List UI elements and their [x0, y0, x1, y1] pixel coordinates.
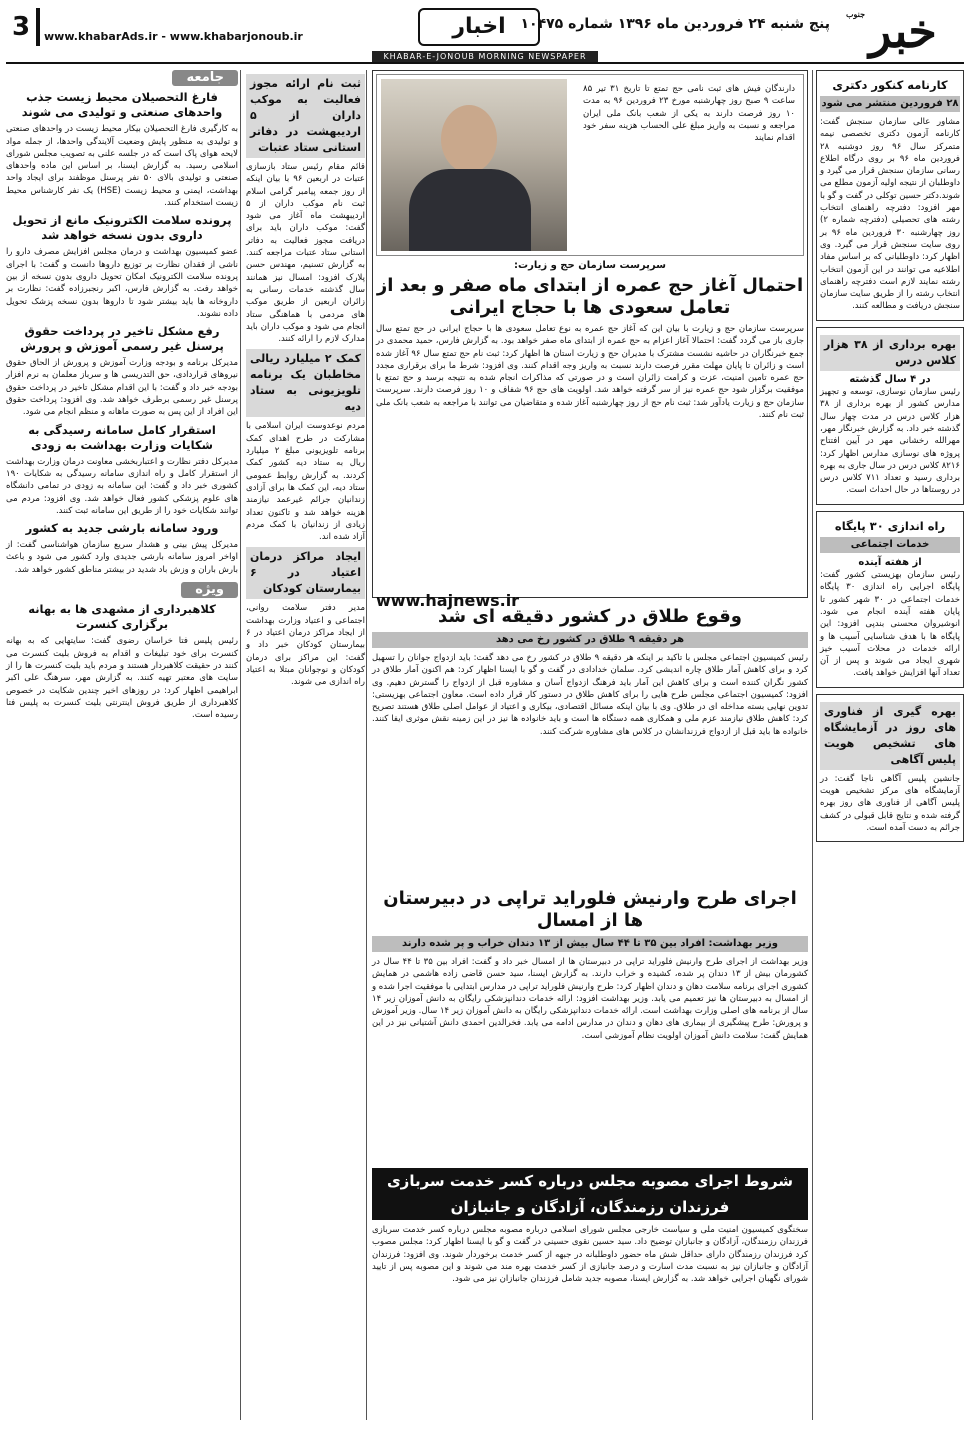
section-title: اخبار	[418, 8, 540, 46]
article-headline: بهره گیری از فناوری های روز در آزمایشگاه های تشخیص هویت پلیس آگاهی	[820, 702, 960, 770]
column-divider	[812, 70, 813, 1420]
article-body: رئیس سازمان نوسازی، توسعه و تجهیز مدارس کشور از بهره برداری از ۳۸ هزار کلاس درس در مدت چهار سال گذشته خبر داد. به گزارش خبرنگار مهر، مهرالله رخشانی مهر در آیین افتتاح پروژه های نوسازی مدارس اظهار کرد: ۸۲۱۶ کلاس درس در سال جاری به بهره برداری رسید و تعداد ۷۱۱ کلاس درس در روستاها در حال احداث است.	[820, 387, 960, 496]
article-text	[372, 956, 808, 1162]
article-headline: کلاهبرداری از مشهدی ها به بهانه برگزاری کنسرت	[28, 602, 216, 632]
article-box	[816, 694, 964, 842]
article-headline: رفع مشکل تاخیر در پرداخت حقوق پرسنل غیر رسمی آموزش و پرورش	[20, 324, 224, 354]
article-headline: وقوع طلاق در کشور دقیقه ای شد	[438, 606, 742, 627]
article-box	[816, 511, 964, 688]
article-headline: کمک ۲ میلیارد ریالی مخاطبان یک برنامه تلویزیونی به ستاد دیه	[246, 349, 365, 417]
article-headline: ورود سامانه بارشی جدید به کشور	[25, 521, 219, 536]
article-body: به کارگیری فارغ التحصیلان بیکار محیط زیست در واحدهای صنعتی و تولیدی به منظور پایش وضعیت آلایندگی واحدها، از جمله مواد لایحه هوای پاک است که در جلسه علنی به تصویب مجلس شورای اسلامی رسید. به گزارش ایسنا، بر اساس این ماده واحدهای صنعتی و تولیدی بالای ۵۰ نفر پرسنل موظفند برای ایجاد واحد بهداشت، ایمنی و محیط زیست (HSE) یک نفر کارشناس محیط زیست استخدام کنند.	[6, 124, 238, 209]
article-headline: احتمال آغاز حج عمره از ابتدای ماه صفر و بعد از تعامل سعودی ها با حجاج ایرانی	[376, 275, 804, 318]
article-body: سخنگوی کمیسیون امنیت ملی و سیاست خارجی مجلس شورای اسلامی درباره مصوبه مجلس درباره کسر خدمت سربازی فرزندان رزمندگان، آزادگان و جانبازان توضیح داد. سید حسین نقوی حسینی در گفت و گو با ایسنا اظهار کرد: مجلس مصوب کرد فرزندان رزمندگان دارای حداقل شش ماه حضور داوطلبانه در جبهه از کسر خدمت برخوردار شوند. وی افزود: فرزندان آزادگان و جانبازان نیز به نسبت مدت اسارت و درصد جانبازی از کسر خدمت بهره مند می شوند و این مصوبه پس از تایید شورای نگهبان اجرایی خواهد شد. به گزارش ایسنا، مصوبه جدید شامل فرزندان جانبازان نیز می شود.	[372, 1225, 808, 1285]
article-subheadline: در ۴ سال گذشته	[849, 373, 931, 385]
column-divider	[240, 70, 241, 1420]
article-headline: بهره برداری از ۳۸ هزار کلاس درس	[820, 335, 960, 371]
article-headline: راه اندازی ۳۰ پایگاه	[834, 518, 946, 533]
article-headline: فارغ التحصیلان محیط زیست جذب واحدهای صنعتی و تولیدی می شوند	[21, 90, 223, 120]
article-body: مدیر دفتر سلامت روانی، اجتماعی و اعتیاد وزارت بهداشت از ایجاد مراکز درمان اعتیاد در ۶ بیمارستان کودکان خبر داد و گفت: این مراکز برای درمان کودکان و نوجوانان مبتلا به اعتیاد راه اندازی می شوند.	[246, 603, 365, 688]
article-body: عضو کمیسیون بهداشت و درمان مجلس افزایش مصرف دارو را ناشی از فقدان نظارت بر توزیع داروها دانست و گفت: با اجرای پرونده سلامت الکترونیک امکان تحویل داروی بدون نسخه از بین خواهد رفت. به گزارش فارس، اکبر رنجبرزاده گفت: نظارت بر داروخانه ها باید بیشتر شود تا داروها بدون نسخه پزشک تحویل داده نشوند.	[6, 247, 238, 319]
article-text	[376, 323, 804, 591]
article-body: سرپرست سازمان حج و زیارت با بیان این که آغاز حج عمره به نوع تعامل سعودی ها با حجاج ایرانی در حج تمتع سال جاری باز می گردد گفت: احتمالا آغاز اعزام به حج عمره از ابتدای ماه صفر خواهد بود. به گزارش فارس، حمید محمدی در جمع خبرنگاران در حاشیه نشست مشترک با مدیران حج و زیارت استان ها اظهار کرد: ثبت نام حج تمتع سال ۹۶ آغاز شده است و زائران تا پایان مهلت مقرر فرصت دارند نسبت به واریز وجه اقدام کنند. وی افزود: شرط ما برای برقراری مجدد حج عمره تامین امنیت، عزت و کرامت زائران است و در صورتی که مذاکرات انجام شده به نتیجه برسد و حج تمتع با موفقیت برگزار شود حج عمره نیز از سر گرفته خواهد شد. اولویت های حج ۹۶ شفاف و ۱۰ روز فرصت دارند. سرپرست سازمان حج و زیارت یادآور شد: ثبت نام حج از روز چهارشنبه آغاز شده و متقاضیان می توانند با مراجعه به شعب بانک ملی ثبت نام کنند.	[376, 324, 804, 421]
article-body: رئیس سازمان بهزیستی کشور گفت: پایگاه اجرایی راه اندازی ۳۰ پایگاه خدمات اجتماعی در ۳۰ شهر کشور تا پایان هفته آینده انجام می شود. انوشیروان محسنی بندپی افزود: این پایگاه ها با هدف شناسایی آسیب ها و ارائه خدمات در محلات آسیب خیز شهری ایجاد می شوند و پس از آن تعداد آنها افزایش خواهد یافت.	[820, 570, 961, 679]
left-column-inner	[246, 70, 365, 1420]
article-body: مدیرکل پیش بینی و هشدار سریع سازمان هواشناسی گفت: از اواخر امروز سامانه بارشی جدیدی وارد کشور می شود و باعث بارش باران و وزش باد شدید در بیشتر مناطق کشور خواهد شد.	[6, 540, 238, 575]
official-photo	[381, 79, 567, 251]
article-box	[816, 70, 964, 321]
article-text	[372, 652, 808, 884]
left-column-outer	[6, 70, 238, 1420]
article-subheadline: ۲۸ فروردین منتشر می شود	[820, 96, 960, 112]
article-body: جانشین پلیس آگاهی ناجا گفت: در آزمایشگاه های مرکز تشخیص هویت پلیس آگاهی از فناوری های روز بهره گرفته شده و نتایج قابل قبولی در کشف جرائم به دست آمده است.	[820, 773, 960, 833]
article-subheadline: وزیر بهداشت: افراد بین ۳۵ تا ۴۴ سال بیش از ۱۳ دندان خراب و پر شده دارند	[372, 936, 808, 952]
article-headline: استقرار کامل سامانه رسیدگی به شکایات وزارت بهداشت به زودی	[28, 422, 216, 452]
newspaper-logo	[844, 4, 962, 58]
article-subheadline: خدمات اجتماعی	[820, 537, 960, 553]
article-body: مردم نوعدوست ایران اسلامی با مشارکت در طرح اهدای کمک برنامه تلویزیونی مبلغ ۲ میلیارد ریال به ستاد دیه کشور کمک کردند. به گزارش روابط عمومی ستاد دیه، این کمک ها برای آزادی زندانیان جرائم غیرعمد نیازمند هزینه خواهد شد و تاکنون تعداد زیادی از زندانیان با کمک مردم آزاد شده اند.	[246, 421, 365, 543]
photo-body	[409, 169, 531, 251]
article-text	[372, 1224, 808, 1362]
masthead	[0, 0, 970, 62]
masthead-rule	[6, 62, 964, 64]
article-body: مدیرکل برنامه و بودجه وزارت آموزش و پرورش از الحاق حقوق نیروهای قراردادی، حق التدریسی ها و سرباز معلمان به نرم افزار بودجه خبر داد و گفت: با این اقدام مشکل تاخیر در پرداخت حقوق پرسنل غیر رسمی برطرف خواهد شد. وی افزود: پرداخت حقوق این افراد از این پس به صورت ماهانه و منظم انجام می شود.	[6, 358, 238, 418]
english-banner: KHABAR-E-JONOUB MORNING NEWSPAPER	[372, 51, 598, 62]
section-tag-row	[6, 70, 238, 86]
issue-date-line: پنج شنبه ۲۴ فروردین ماه ۱۳۹۶ شماره ۱۰۴۷۵	[520, 16, 830, 32]
right-column	[816, 70, 964, 1420]
page-number: 3	[6, 8, 40, 46]
article-headline: اجرای طرح وارنیش فلوراید تراپی در دبیرستان ها از امسال	[383, 888, 797, 931]
center-block	[372, 70, 808, 1362]
section-tag: جامعه	[172, 70, 238, 86]
photo-head	[441, 105, 497, 173]
article-headline: پرونده سلامت الکترونیک مانع از تحویل داروی بدون نسخه خواهد شد	[12, 213, 232, 243]
column-divider	[366, 70, 367, 1420]
article-headline: ایجاد مراکز درمان اعتیاد در ۶ بیمارستان کودکان	[246, 547, 365, 599]
article-subheadline: هر دقیقه ۹ طلاق در کشور رخ می دهد	[372, 632, 808, 648]
article-kicker: سرپرست سازمان حج و زیارت:	[514, 260, 666, 271]
source-website[interactable]: www.hajnews.ir	[376, 591, 520, 610]
article-headline: کارنامه کنکور دکتری	[832, 78, 948, 92]
article-subheadline: از هفته آینده	[858, 556, 922, 568]
website-links[interactable]: www.khabarAds.ir - www.khabarjonoub.ir	[44, 30, 303, 43]
photo-caption: دارندگان فیش های ثبت نامی حج تمتع تا تاریخ ۳۱ تیر ۸۵ ساعت ۹ صبح روز چهارشنبه مورخ ۲۳ فروردین ۹۶ به مدت ۱۰ روز فرصت دارند به یکی از شعب بانک ملی ایران مراجعه و نسبت به واریز مبلغ علی الحساب هزینه سفر خود اقدام نمایند	[583, 84, 795, 144]
article-headline: ثبت نام ارائه مجوز فعالیت به موکب داران از ۵ اردیبهشت در دفاتر استانی ستاد عتبات	[246, 74, 365, 158]
article-body: مدیرکل دفتر نظارت و اعتباربخشی معاونت درمان وزارت بهداشت از استقرار کامل و راه اندازی سامانه رسیدگی به شکایات ۱۹۰ کشوری خبر داد و گفت: این سامانه به زودی در تمامی دانشگاه های علوم پزشکی کشور فعال خواهد شد. وی افزود: مردم می توانند شکایات خود را از طریق این سامانه ثبت کنند.	[6, 456, 238, 516]
article-body: مشاور عالی سازمان سنجش گفت: کارنامه آزمون دکتری تخصصی نیمه متمرکز سال ۹۶ روز دوشنبه ۲۸ فروردین ماه ۹۶ بر روی درگاه اطلاع رسانی سازمان سنجش قرار می گیرد و داوطلبان از نتیجه اولیه آزمون مطلع می شوند.دکتر حسین توکلی در گفت و گو با مهر افزود: دفترچه راهنمای انتخاب رشته های تحصیلی (دفترچه شماره ۲) روز چهارشنبه ۳۰ فروردین ماه ۹۶ بر روی سایت سنجش قرار می گیرد. وی اظهار کرد: داوطلبانی که بر اساس مفاد اطلاعیه می توانند در این آزمون انتخاب رشته نمایند لازم است دفترچه راهنمای انتخاب رشته را از طریق سایت سازمان سنجش دریافت و مطالعه کنند.	[820, 117, 960, 312]
photo-area	[376, 74, 804, 256]
article-body: قائم مقام رئیس ستاد بازسازی عتبات در اربعین ۹۶ با بیان اینکه از روز جمعه پیامبر گرامی اسلام ثبت نام موکب داران از ۵ اردیبهشت ماه آغاز می شود گفت: موکب داران باید برای دریافت مجوز فعالیت به دفاتر استانی ستاد عتبات مراجعه کنند. به گزارش تسنیم، مهندس حسن پلارک افزود: امسال نیز همانند سال گذشته خدمات رسانی به زائران اربعین از طریق موکب های مردمی با هماهنگی ستاد انجام می شود و موکب داران باید مدارک لازم را ارائه کنند.	[246, 162, 365, 345]
logo-text: خبر	[869, 4, 937, 58]
logo-sub: جنوب	[846, 9, 866, 19]
article-body: رئیس کمیسیون اجتماعی مجلس با تاکید بر اینکه هر دقیقه ۹ طلاق در کشور رخ می دهد گفت: باید ازدواج جوانان را تسهیل کرد و برای کاهش آمار طلاق چاره اندیشی کرد. سلمان خدادادی در گفت و گو با ایسنا اظهار کرد: هم اکنون آمار طلاق در کشور نگران کننده است و برای کاهش این آمار باید فرهنگ ازدواج آسان و مشاوره قبل از ازدواج را گسترش دهیم. وی افزود: کمیسیون اجتماعی مجلس طرح هایی را برای کاهش طلاق در دستور کار قرار داده است. معاون اجتماعی بهزیستی: تدوین نهایی بسته مداخله ای در طلاق. وی با بیان اینکه مسائل اقتصادی، بیکاری و اعتیاد از عوامل اصلی طلاق هستند تصریح کرد: کاهش طلاق نیازمند عزم ملی و همکاری همه دستگاه ها است و باید خانواده ها نیز در این زمینه نقش موثری ایفا کنند. خانواده ها باید قبل از ازدواج فرزندانشان در کلاس های مشاوره شرکت کنند.	[372, 653, 808, 737]
article-box	[816, 327, 964, 505]
lead-article	[372, 70, 808, 610]
article-headline: شروط اجرای مصوبه مجلس درباره کسر خدمت سربازی فرزندان رزمندگان، آزادگان و جانبازان	[372, 1168, 808, 1220]
article-body: وزیر بهداشت از اجرای طرح وارنیش فلوراید تراپی در دبیرستان ها از امسال خبر داد و گفت: افراد بین ۳۵ تا ۴۴ سال در کشورمان بیش از ۱۳ دندان پر شده، کشیده و خراب دارند. به گزارش ایسنا، سید حسن قاضی زاده هاشمی در همایش کشوری اجرای برنامه سلامت دهان و دندان اظهار کرد: طرح وارنیش فلوراید تراپی در مدارس ابتدایی با موفقیت اجرا شده و از امسال به دبیرستان ها نیز تعمیم می یابد. وزیر بهداشت افزود: ارائه خدمات دندانپزشکی رایگان به دانش آموزان زیر ۱۴ سال از برنامه های اصلی وزارت بهداشت است. ارائه خدمات دندانپزشکی رایگان به دانش آموزان زیر ۱۴ سال. وزیر آموزش و پرورش: طرح پیشگیری از بیماری های دهان و دندان در مدارس ادامه می یابد. فخرالدین احمدی دانش آشتیانی نیز در این همایش گفت: سلامت دانش آموزان اولویت نظام آموزشی است.	[372, 957, 809, 1041]
article-body: رئیس پلیس فتا خراسان رضوی گفت: سایتهایی که به بهانه کنسرت برای خود تبلیغات و اقدام به فروش بلیت کنسرت می کنند در حقیقت کلاهبردار هستند و مردم باید بلیت کنسرت ها را از سایت های معتبر تهیه کنند. به گزارش مهر، سرهنگ علی اکبر ابراهیمی اظهار کرد: در روزهای اخیر چندین شکایت در خصوص کلاهبرداری از طریق فروش اینترنتی بلیت کنسرت به پلیس فتا رسیده است.	[6, 636, 238, 721]
section-tag-row	[6, 582, 238, 598]
section-tag: ویژه	[181, 582, 238, 598]
